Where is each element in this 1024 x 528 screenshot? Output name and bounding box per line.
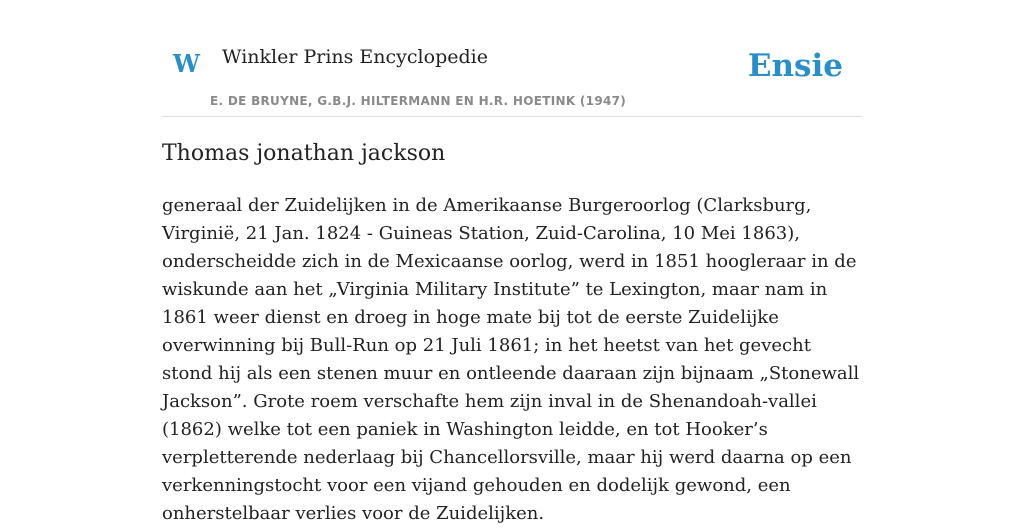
site-header	[162, 0, 862, 117]
winkler-prins-logo[interactable]: W	[173, 49, 200, 78]
article-title: Thomas jonathan jackson	[162, 141, 446, 166]
publication-authors: E. DE BRUYNE, G.B.J. HILTERMANN EN H.R. HOETINK (1947)	[210, 94, 627, 108]
ensie-brand-logo[interactable]: Ensie	[747, 48, 843, 84]
article-body: generaal der Zuidelijken in de Amerikaanse Burgeroorlog (Clarksburg, Virginië, 21 Jan. 1824 - Guineas Station, Zuid-Carolina, 10 Mei 1863), onderscheidde zich in de Mexicaanse oorlog, werd in 1851 hoogleraar in de wiskunde aan het „Virginia Military Institute” te Lexington, maar nam in 1861 weer dienst en droeg in hoge mate bij tot de eerste Zuidelijke overwinning bij Bull-Run op 21 Juli 1861; in het heetst van het gevecht stond hij als een stenen muur en ontleende daaraan zijn bijnaam „Stonewall Jackson”. Grote roem verschafte hem zijn inval in de Shenandoah-vallei (1862) welke tot een paniek in Washington leidde, en tot Hooker’s verpletterende nederlaag bij Chancellorsville, maar hij werd daarna op een verkenningstocht voor een vijand gehouden en dodelijk gewond, een onherstelbaar verlies voor de Zuidelijken.	[162, 195, 860, 524]
publication-title[interactable]: Winkler Prins Encyclopedie	[222, 46, 488, 68]
